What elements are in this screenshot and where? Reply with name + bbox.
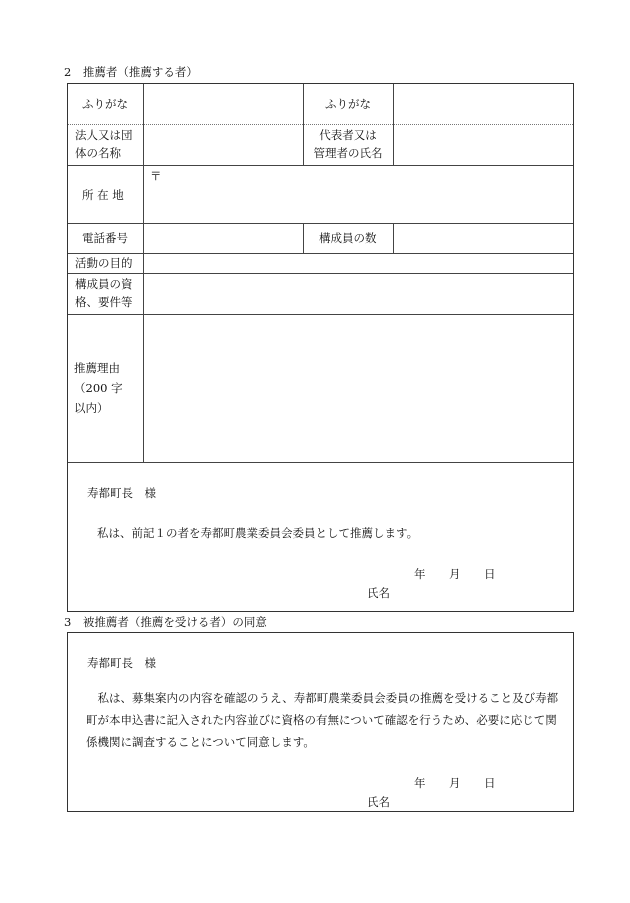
- address-label: 所 在 地: [82, 188, 124, 202]
- furigana-label-right: ふりがな: [325, 97, 371, 111]
- purpose-label: 活動の目的: [75, 256, 133, 270]
- column-divider: [393, 223, 394, 253]
- name-label: 氏名: [367, 586, 390, 600]
- rep-name-label: 代表者又は 管理者の氏名: [313, 128, 383, 160]
- org-name-label: 法人又は団 体の名称: [75, 128, 133, 160]
- section-2-heading: 2 推薦者（推薦する者）: [64, 65, 198, 79]
- addressee: 寿都町長 様: [87, 486, 156, 500]
- furigana-label: ふりがな: [82, 97, 128, 111]
- consent-date-day: 日: [484, 776, 496, 790]
- row-divider: [68, 462, 573, 463]
- consent-name-label: 氏名: [367, 795, 390, 809]
- reason-label: 推薦理由 （200 字 以内）: [74, 361, 123, 415]
- label-column-divider: [143, 84, 144, 462]
- date-month: 月: [449, 567, 461, 581]
- consent-date-year: 年: [414, 776, 426, 790]
- column-divider: [303, 84, 304, 165]
- date-year: 年: [414, 567, 426, 581]
- column-divider: [393, 84, 394, 165]
- recommendation-statement: 私は、前記１の者を寿都町農業委員会委員として推薦します。: [97, 526, 419, 540]
- consent-addressee: 寿都町長 様: [87, 656, 156, 670]
- section-3-heading: 3 被推薦者（推薦を受ける者）の同意: [64, 615, 267, 629]
- consent-statement: 私は、募集案内の内容を確認のうえ、寿都町農業委員会委員の推薦を受けること及び寿都 町が本申込書に記入された内容並びに資格の有無について確認を行うため、必要に応じて関 係機関に調査することについて同意します。: [86, 691, 559, 749]
- column-divider: [303, 223, 304, 253]
- qualification-label: 構成員の資 格、要件等: [75, 277, 133, 309]
- phone-label: 電話番号: [82, 231, 128, 245]
- consent-date-month: 月: [449, 776, 461, 790]
- postal-mark: 〒: [150, 169, 162, 183]
- date-day: 日: [484, 567, 496, 581]
- members-label: 構成員の数: [319, 231, 377, 245]
